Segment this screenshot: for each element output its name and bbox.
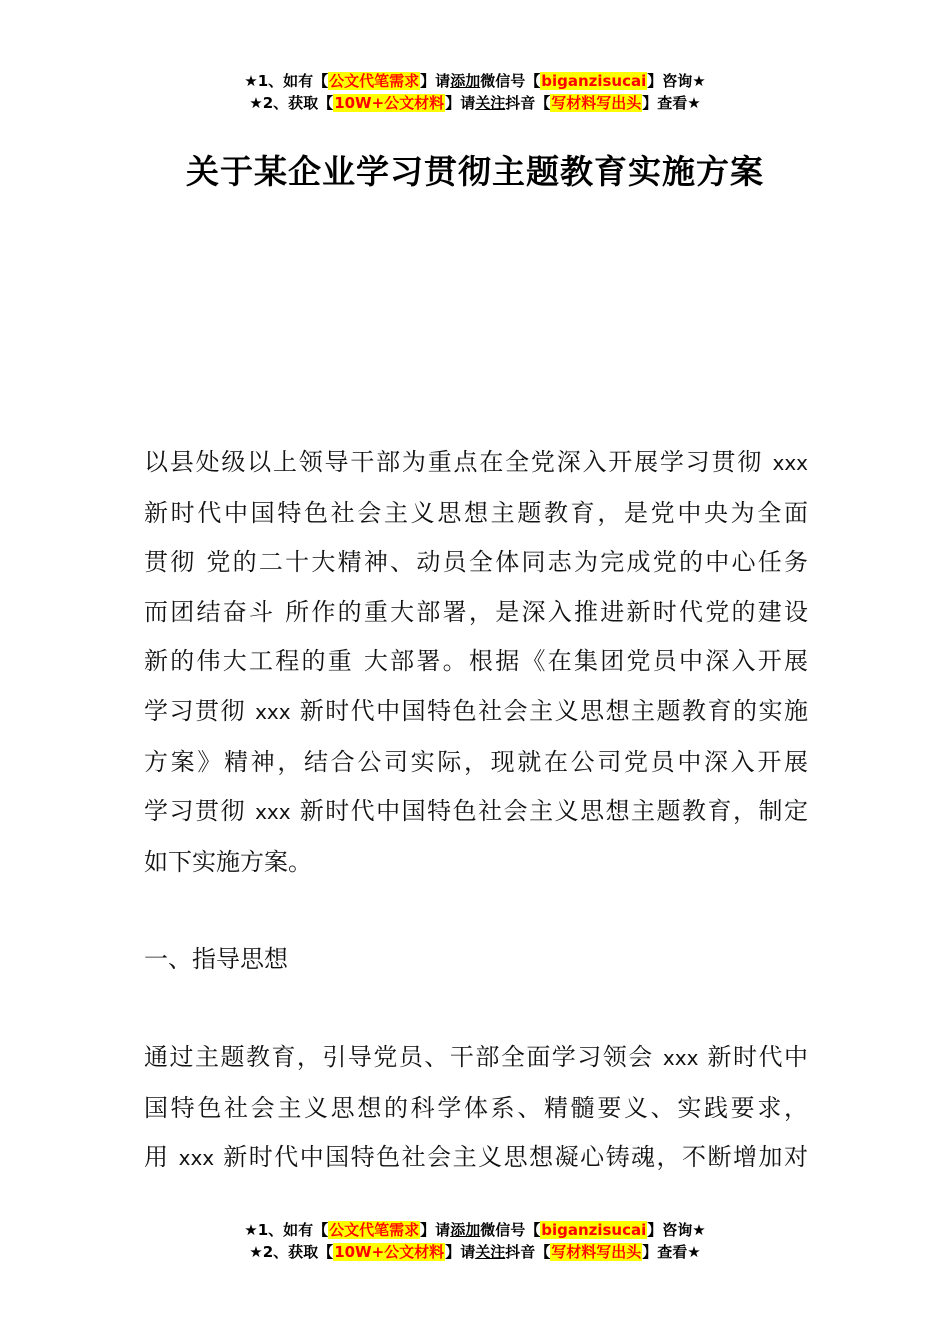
paragraph-line: 学习贯彻 xxx 新时代中国特色社会主义思想主题教育，制定 bbox=[144, 797, 808, 826]
promo-text: 】咨询★ bbox=[647, 1221, 706, 1239]
paragraph-line: 通过主题教育，引导党员、干部全面学习领会 xxx 新时代中 bbox=[144, 1043, 808, 1071]
promo-line-1 bbox=[0, 1219, 950, 1241]
promo-highlight-materials: 10W+公文材料 bbox=[334, 94, 445, 112]
bottom-promo-banner bbox=[0, 1219, 950, 1263]
promo-highlight-materials: 10W+公文材料 bbox=[334, 1243, 445, 1261]
placeholder-text: xxx bbox=[662, 1046, 699, 1070]
promo-text: 】请 bbox=[445, 94, 476, 112]
promo-text: 】请 bbox=[445, 1243, 476, 1261]
promo-underlined-text: 添加 bbox=[450, 1221, 481, 1239]
section-heading-guiding-ideology: 一、指导思想 bbox=[144, 945, 288, 973]
paragraph-line: 如下实施方案。 bbox=[144, 847, 312, 876]
promo-highlight-douyin-id: 写材料写出头 bbox=[551, 94, 642, 112]
promo-text: 微信号【 bbox=[480, 1221, 541, 1239]
promo-text: 抖音【 bbox=[505, 1243, 551, 1261]
paragraph-line: 新的伟大工程的重 大部署。根据《在集团党员中深入开展 bbox=[144, 647, 808, 676]
document-title: 关于某企业学习贯彻主题教育实施方案 bbox=[186, 152, 764, 191]
placeholder-text: xxx bbox=[255, 699, 291, 724]
promo-highlight-douyin-id: 写材料写出头 bbox=[551, 1243, 642, 1261]
section-paragraph bbox=[144, 1033, 808, 1184]
intro-paragraph bbox=[144, 438, 808, 887]
paragraph-line: 国特色社会主义思想的科学体系、精髓要义、实践要求， bbox=[144, 1093, 808, 1122]
promo-highlight-wechat-id: biganzisucai bbox=[541, 1221, 647, 1239]
paragraph-line: 学习贯彻 xxx 新时代中国特色社会主义思想主题教育的实施 bbox=[144, 696, 808, 725]
promo-highlight-wechat-id: biganzisucai bbox=[541, 72, 647, 90]
promo-text: ★1、如有【 bbox=[244, 72, 329, 90]
promo-text: ★2、获取【 bbox=[249, 1243, 334, 1261]
paragraph-line: 新时代中国特色社会主义思想主题教育，是党中央为全面 bbox=[144, 498, 808, 527]
promo-text: 】请 bbox=[420, 1221, 451, 1239]
promo-text: ★2、获取【 bbox=[249, 94, 334, 112]
promo-underlined-text: 添加 bbox=[450, 72, 481, 90]
promo-text: 】查看★ bbox=[642, 1243, 701, 1261]
promo-text: 】咨询★ bbox=[647, 72, 706, 90]
paragraph-line: 方案》精神，结合公司实际，现就在公司党员中深入开展 bbox=[144, 747, 808, 776]
promo-text: 抖音【 bbox=[505, 94, 551, 112]
placeholder-text: xxx bbox=[255, 800, 291, 825]
promo-line-2 bbox=[0, 1241, 950, 1263]
promo-line-1 bbox=[0, 70, 950, 92]
paragraph-line: 而团结奋斗 所作的重大部署，是深入推进新时代党的建设 bbox=[144, 597, 808, 626]
promo-highlight-service: 公文代笔需求 bbox=[329, 1221, 420, 1239]
paragraph-line: 用 xxx 新时代中国特色社会主义思想凝心铸魂，不断增加对 bbox=[144, 1143, 808, 1172]
paragraph-line: 贯彻 党的二十大精神、动员全体同志为完成党的中心任务 bbox=[144, 548, 808, 577]
promo-underlined-text: 关注 bbox=[475, 94, 506, 112]
placeholder-text: xxx bbox=[178, 1146, 215, 1171]
promo-text: 微信号【 bbox=[480, 72, 541, 90]
promo-text: ★1、如有【 bbox=[244, 1221, 329, 1239]
promo-underlined-text: 关注 bbox=[475, 1243, 506, 1261]
promo-line-2 bbox=[0, 92, 950, 114]
promo-text: 】请 bbox=[420, 72, 451, 90]
paragraph-line: 以县处级以上领导干部为重点在全党深入开展学习贯彻 xxx bbox=[144, 448, 808, 476]
placeholder-text: xxx bbox=[772, 451, 808, 475]
top-promo-banner bbox=[0, 70, 950, 114]
promo-text: 】查看★ bbox=[642, 94, 701, 112]
promo-highlight-service: 公文代笔需求 bbox=[329, 72, 420, 90]
